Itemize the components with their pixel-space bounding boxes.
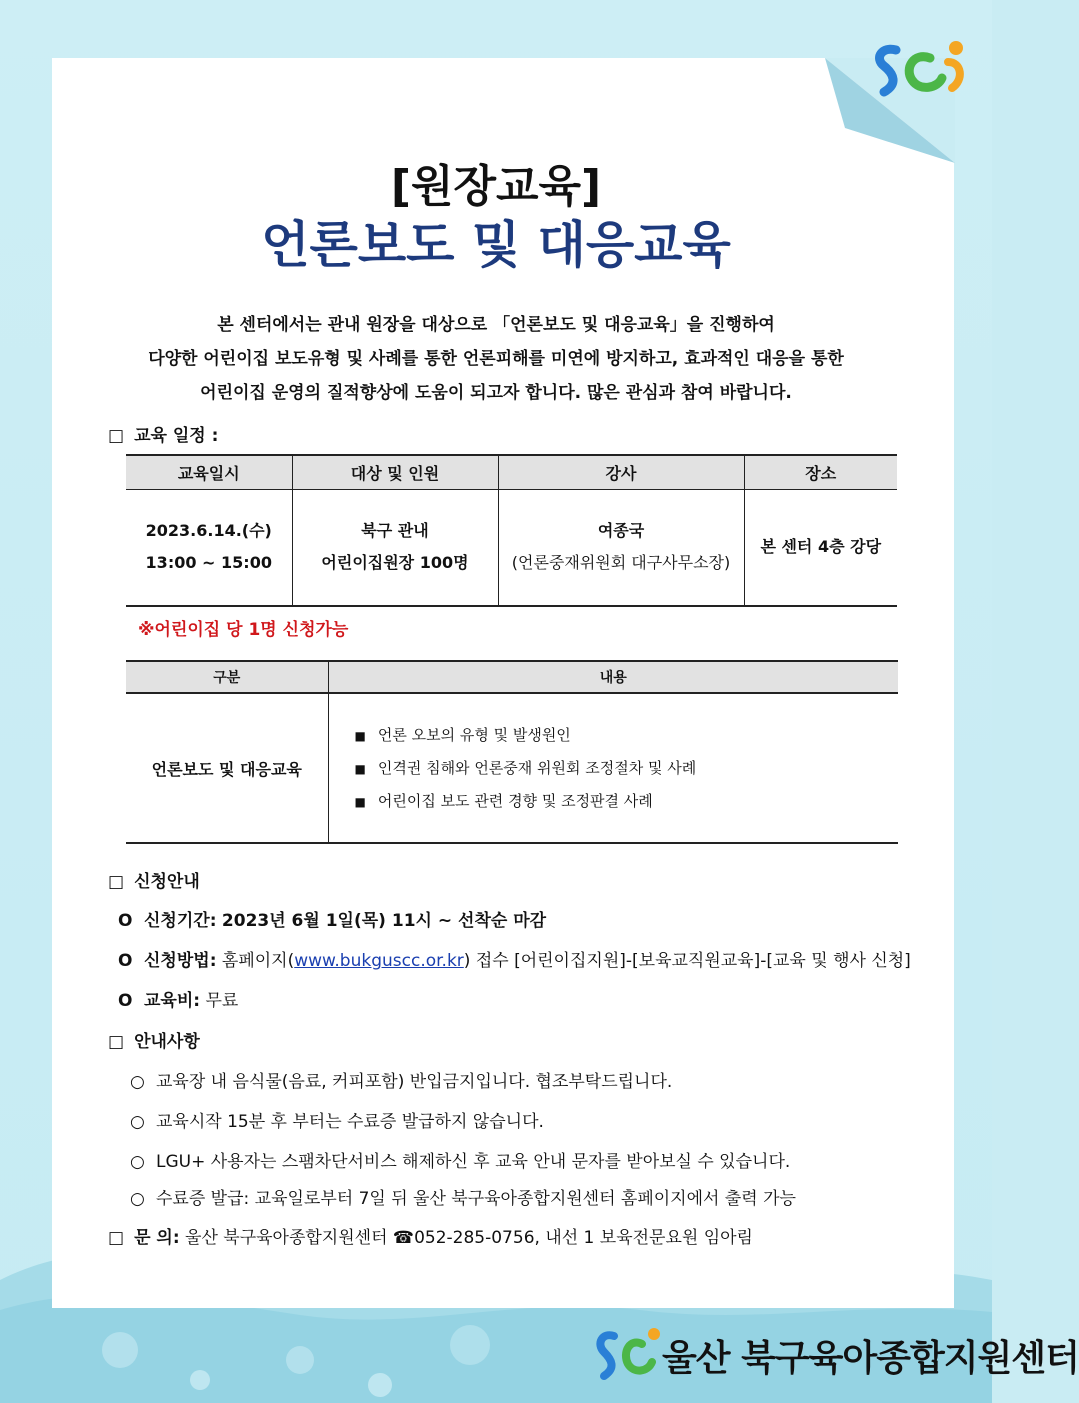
homepage-link[interactable]: www.bukguscc.or.kr xyxy=(294,951,464,971)
intro-line: 어린이집 운영의 질적향상에 도움이 되고자 합니다. 많은 관심과 참여 바랍니다. xyxy=(200,383,792,403)
notice-text: 교육시작 15분 후 부터는 수료증 발급하지 않습니다. xyxy=(156,1112,544,1132)
checkbox-glyph: □ xyxy=(108,1228,125,1248)
center-logo-icon xyxy=(868,36,968,102)
cell-target xyxy=(292,489,498,606)
col-header: 구분 xyxy=(126,661,328,693)
period-label: 신청기간: xyxy=(144,911,217,931)
mark-glyph: O xyxy=(118,991,133,1011)
mark-glyph: ○ xyxy=(130,1189,145,1209)
application-heading-text: 신청안내 xyxy=(134,872,200,892)
notice-text: 수료증 발급: 교육일로부터 7일 뒤 울산 북구육아종합지원센터 홈페이지에서 출력 가능 xyxy=(156,1189,796,1209)
method-text: ) 접수 [어린이집지원]-[보육교직원교육]-[교육 및 행사 신청] xyxy=(463,951,911,971)
page-subtitle: 언론보도 및 대응교육 xyxy=(261,216,731,274)
mark-glyph: O xyxy=(118,951,133,971)
application-fee xyxy=(118,986,238,1011)
date-text: 2023.6.14.(수) xyxy=(145,521,272,541)
footer-org-name: 울산 북구육아종합지원센터 xyxy=(662,1338,1079,1379)
lecturer-title: (언론중재위원회 대구사무소장) xyxy=(511,553,731,573)
notice-heading-text: 안내사항 xyxy=(134,1032,200,1052)
schedule-heading-text: 교육 일정 : xyxy=(134,426,219,446)
period-value: 2023년 6월 1일(목) 11시 ~ 선착순 마감 xyxy=(221,911,547,931)
application-heading xyxy=(108,867,200,892)
table-row xyxy=(126,489,897,606)
content-items xyxy=(328,693,898,843)
content-label: 언론보도 및 대응교육 xyxy=(126,693,328,843)
mark-glyph: ○ xyxy=(130,1112,145,1132)
fee-value: 무료 xyxy=(205,991,239,1011)
checkbox-glyph: □ xyxy=(108,872,125,892)
time-text: 13:00 ~ 15:00 xyxy=(145,553,272,573)
intro-line: 다양한 어린이집 보도유형 및 사례를 통한 언론피해를 미연에 방지하고, 효과적인 대응을 통한 xyxy=(148,349,844,369)
notice-item xyxy=(130,1067,672,1092)
application-method xyxy=(118,946,911,971)
target-text: 어린이집원장 100명 xyxy=(321,553,469,573)
contact-label: 문 의: xyxy=(134,1228,180,1248)
contact-line xyxy=(108,1223,753,1248)
intro-line: 본 센터에서는 관내 원장을 대상으로 「언론보도 및 대응교육」을 진행하여 xyxy=(217,315,775,335)
list-item xyxy=(355,719,899,752)
mark-glyph: ○ xyxy=(130,1152,145,1172)
checkbox-glyph: □ xyxy=(108,1032,125,1052)
notice-text: 교육장 내 음식물(음료, 커피포함) 반입금지입니다. 협조부탁드립니다. xyxy=(156,1072,673,1092)
content-table xyxy=(126,660,898,844)
bullet-icon: ■ xyxy=(354,761,366,776)
mark-glyph: O xyxy=(118,911,133,931)
item-text: 언론 오보의 유형 및 발생원인 xyxy=(377,725,571,744)
col-header: 내용 xyxy=(328,661,898,693)
notice-heading xyxy=(108,1027,200,1052)
table-row xyxy=(126,693,898,843)
list-item xyxy=(355,785,899,818)
target-text: 북구 관내 xyxy=(361,521,429,541)
method-text: 홈페이지( xyxy=(221,951,295,971)
col-header: 대상 및 인원 xyxy=(292,455,498,489)
notice-text: LGU+ 사용자는 스팸차단서비스 해제하신 후 교육 안내 문자를 받아보실 수 있습니다. xyxy=(156,1152,791,1172)
intro-text xyxy=(120,308,872,410)
col-header: 강사 xyxy=(498,455,744,489)
notice-item xyxy=(130,1147,790,1172)
item-text: 어린이집 보도 관련 경향 및 조정판결 사례 xyxy=(377,791,653,810)
notice-item xyxy=(130,1184,796,1209)
list-item xyxy=(355,752,899,785)
contact-value: 울산 북구육아종합지원센터 ☎052-285-0756, 내선 1 보육전문요원 임아림 xyxy=(185,1228,753,1248)
schedule-table xyxy=(126,454,897,607)
checkbox-glyph: □ xyxy=(108,426,125,446)
fee-label: 교육비: xyxy=(144,991,201,1011)
notice-item xyxy=(130,1107,544,1132)
bullet-icon: ■ xyxy=(354,728,366,743)
schedule-heading xyxy=(108,421,218,446)
cell-lecturer xyxy=(498,489,744,606)
mark-glyph: ○ xyxy=(130,1072,145,1092)
page-title: [원장교육] xyxy=(390,161,602,212)
application-period xyxy=(118,906,546,931)
item-text: 인격권 침해와 언론중재 위원회 조정절차 및 사례 xyxy=(377,758,697,777)
bullet-icon: ■ xyxy=(354,794,366,809)
application-note: ※어린이집 당 1명 신청가능 xyxy=(138,620,349,640)
cell-place: 본 센터 4층 강당 xyxy=(744,489,897,606)
col-header: 교육일시 xyxy=(126,455,292,489)
method-label: 신청방법: xyxy=(144,951,217,971)
cell-datetime xyxy=(126,489,292,606)
lecturer-name: 여종국 xyxy=(597,521,645,541)
col-header: 장소 xyxy=(744,455,897,489)
